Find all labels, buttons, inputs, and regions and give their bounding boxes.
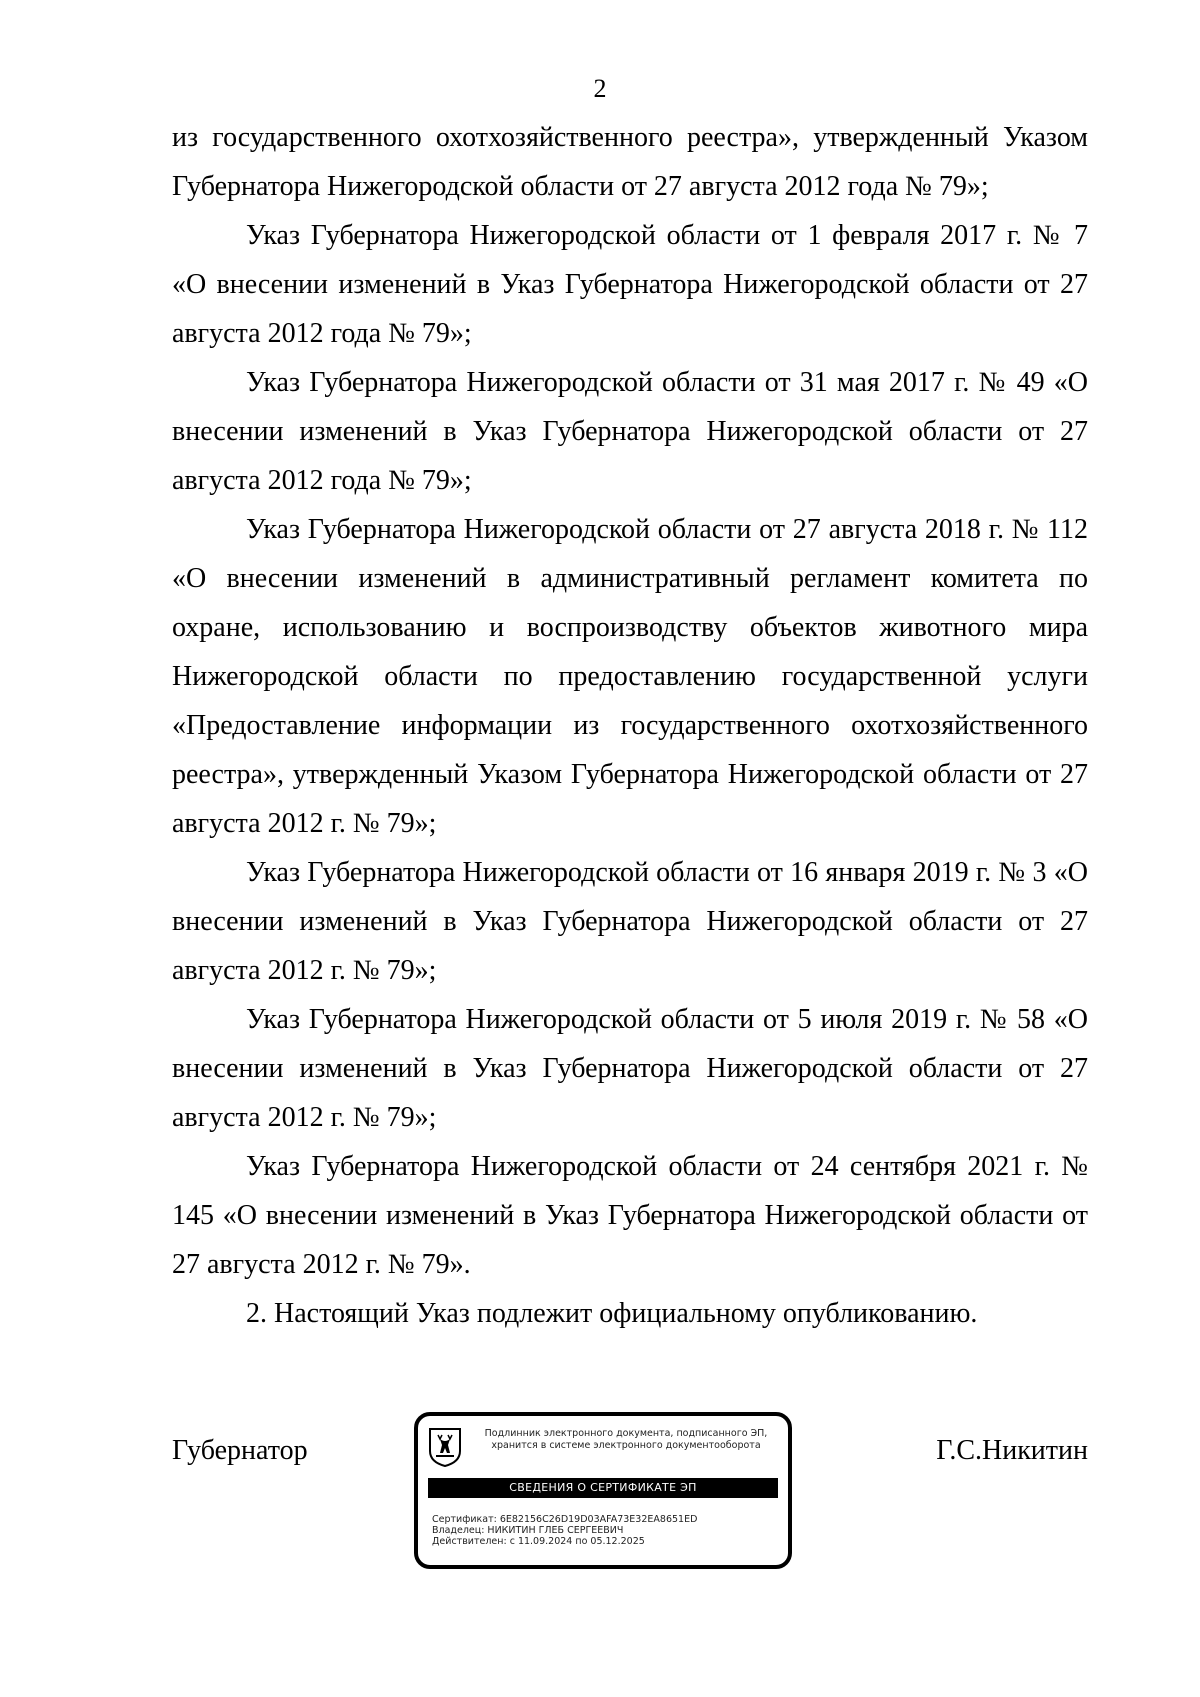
paragraph-continuation: из государственного охотхозяйственного реестра», утвержденный Указом Губернатора Нижегородской области от 27 августа 2012 года № 79»; bbox=[172, 122, 1088, 202]
stamp-header-line: Подлинник электронного документа, подписанного ЭП, bbox=[484, 1428, 768, 1439]
signatory-title: Губернатор bbox=[172, 1435, 308, 1466]
stamp-header-line: хранится в системе электронного документооборота bbox=[491, 1440, 761, 1451]
paragraph-publication-clause: 2. Настоящий Указ подлежит официальному опубликованию. bbox=[246, 1298, 978, 1329]
signature-block bbox=[172, 1412, 1088, 1572]
certificate-owner: Владелец: НИКИТИН ГЛЕБ СЕРГЕЕВИЧ bbox=[432, 1525, 624, 1536]
certificate-validity: Действителен: с 11.09.2024 по 05.12.2025 bbox=[432, 1536, 645, 1547]
certificate-info-bar: СВЕДЕНИЯ О СЕРТИФИКАТЕ ЭП bbox=[428, 1478, 778, 1498]
paragraph-decree-2021-sep: Указ Губернатора Нижегородской области от 24 сентября 2021 г. № 145 «О внесении изменений в Указ Губернатора Нижегородской области от 27 августа 2012 г. № 79». bbox=[172, 1151, 1088, 1280]
document-body bbox=[172, 113, 1088, 1338]
page-number: 2 bbox=[593, 74, 607, 103]
deer-coat-of-arms-icon bbox=[428, 1427, 462, 1467]
paragraph-decree-2018-aug: Указ Губернатора Нижегородской области от 27 августа 2018 г. № 112 «О внесении изменений в административный регламент комитета по охране, использованию и воспроизводству объектов животного мира Нижегородской области по предоставлению государственной услуги «Предоставление информации из государственного охотхозяйственного реестра», утвержденный Указом Губернатора Нижегородской области от 27 августа 2012 г. № 79»; bbox=[172, 514, 1088, 839]
paragraph-decree-2019-jan: Указ Губернатора Нижегородской области от 16 января 2019 г. № 3 «О внесении изменений в Указ Губернатора Нижегородской области от 27 августа 2012 г. № 79»; bbox=[172, 857, 1088, 986]
signatory-name: Г.С.Никитин bbox=[936, 1435, 1088, 1466]
paragraph-decree-2017-may: Указ Губернатора Нижегородской области от 31 мая 2017 г. № 49 «О внесении изменений в Указ Губернатора Нижегородской области от 27 августа 2012 года № 79»; bbox=[172, 367, 1088, 496]
certificate-details bbox=[432, 1514, 697, 1547]
electronic-signature-stamp bbox=[414, 1412, 792, 1569]
paragraph-decree-2019-jul: Указ Губернатора Нижегородской области от 5 июля 2019 г. № 58 «О внесении изменений в Указ Губернатора Нижегородской области от 27 августа 2012 г. № 79»; bbox=[172, 1004, 1088, 1133]
stamp-header bbox=[468, 1428, 784, 1452]
paragraph-decree-2017-feb: Указ Губернатора Нижегородской области от 1 февраля 2017 г. № 7 «О внесении изменений в Указ Губернатора Нижегородской области от 27 августа 2012 года № 79»; bbox=[172, 220, 1088, 349]
certificate-number: Сертификат: 6E82156C26D19D03AFA73E32EA8651ED bbox=[432, 1514, 698, 1525]
